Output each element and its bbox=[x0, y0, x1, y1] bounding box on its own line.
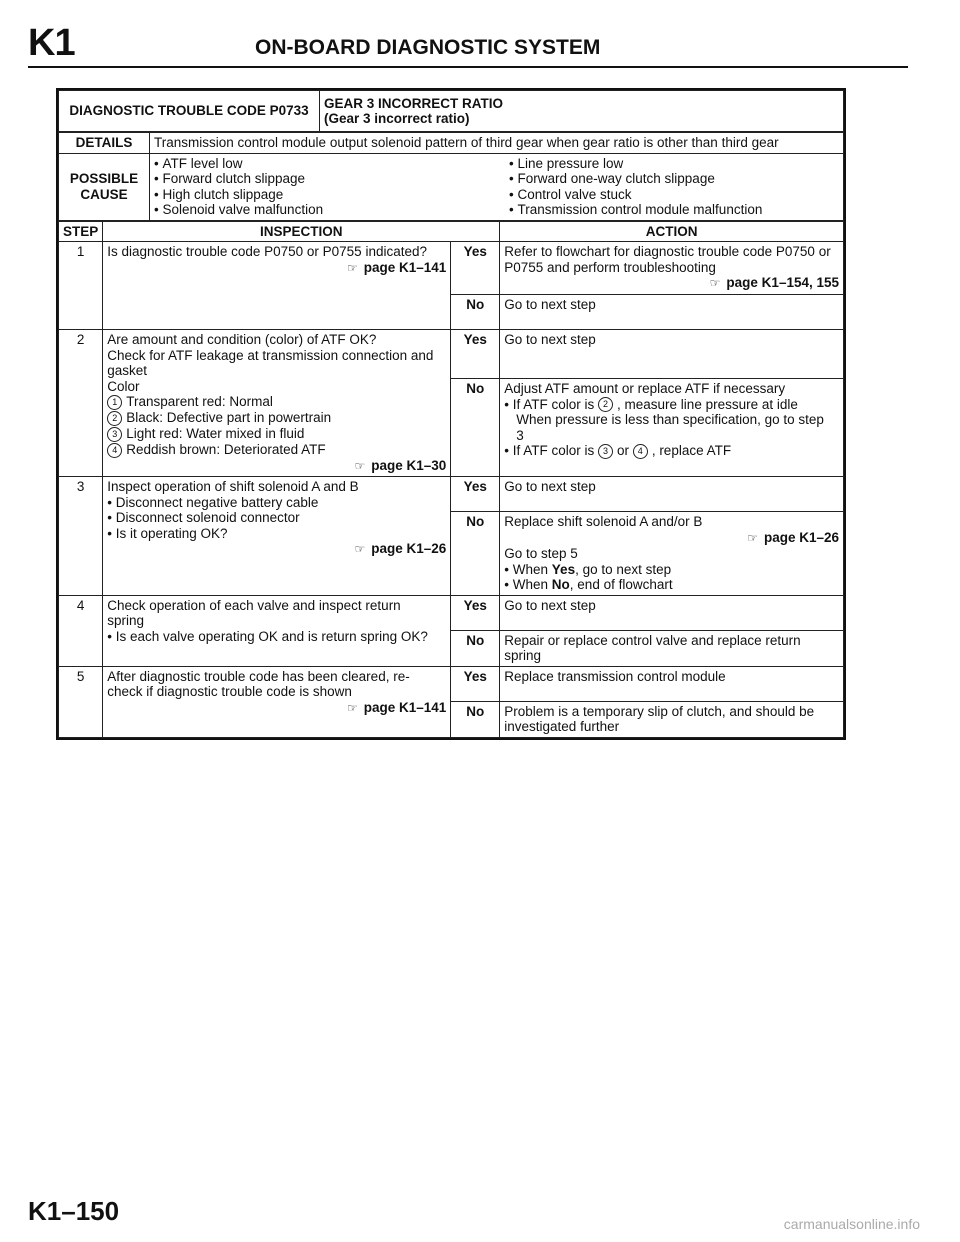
yes-action bbox=[500, 242, 844, 295]
table-row bbox=[59, 330, 844, 379]
action-text: Problem is a temporary slip of clutch, and should be bbox=[504, 703, 815, 719]
step-number: 2 bbox=[59, 330, 103, 477]
action-text: Refer to flowchart for diagnostic trouble code P0750 or bbox=[504, 244, 831, 259]
steps-table bbox=[58, 221, 844, 738]
no-label: No bbox=[451, 379, 500, 477]
circled-number: 1 bbox=[107, 395, 122, 410]
action-bullet: • If ATF color is 3 or 4 , replace ATF bbox=[504, 443, 839, 459]
header-rule bbox=[28, 66, 908, 68]
step-number: 4 bbox=[59, 595, 103, 666]
action-bullet: • When No, end of flowchart bbox=[504, 577, 839, 593]
inspection-text: Inspect operation of shift solenoid A and B bbox=[107, 479, 359, 495]
cause-item: • Solenoid valve malfunction bbox=[154, 202, 509, 218]
yes-label: Yes bbox=[451, 477, 500, 512]
action-text: P0755 and perform troubleshooting bbox=[504, 259, 716, 275]
col-action: ACTION bbox=[500, 221, 844, 242]
reference-icon: ☞ bbox=[354, 542, 366, 557]
cause-list-right bbox=[509, 156, 762, 218]
action-text: spring bbox=[504, 648, 542, 664]
reference-icon: ☞ bbox=[747, 530, 758, 545]
step-inspection bbox=[103, 330, 451, 477]
no-label: No bbox=[451, 512, 500, 596]
inspection-text: Are amount and condition (color) of ATF OK? bbox=[107, 332, 377, 347]
circled-number: 2 bbox=[598, 397, 613, 412]
cause-item: • Forward one-way clutch slippage bbox=[509, 171, 762, 187]
color-item: 1 Transparent red: Normal bbox=[107, 394, 446, 410]
yes-label: Yes bbox=[451, 595, 500, 630]
table-row bbox=[59, 477, 844, 512]
color-item: 3 Light red: Water mixed in fluid bbox=[107, 426, 446, 442]
action-text: 3 bbox=[516, 427, 524, 443]
inspection-text: gasket bbox=[107, 363, 148, 378]
reference-icon: ☞ bbox=[354, 458, 366, 473]
reference-icon: ☞ bbox=[346, 700, 358, 715]
dtc-name: GEAR 3 INCORRECT RATIO bbox=[324, 95, 504, 111]
yes-action: Go to next step bbox=[500, 477, 844, 512]
action-bullet: • If ATF color is 2 , measure line pressure at idle bbox=[504, 397, 839, 413]
inspection-bullet: • Disconnect negative battery cable bbox=[107, 495, 446, 511]
section-code: K1 bbox=[28, 22, 75, 64]
no-action bbox=[500, 512, 844, 596]
dtc-header-table bbox=[58, 90, 844, 132]
details-label: DETAILS bbox=[59, 133, 150, 154]
cause-label-line-2: CAUSE bbox=[80, 186, 128, 202]
table-row bbox=[59, 666, 844, 701]
diagnostic-table bbox=[56, 88, 846, 740]
cause-label-line-1: POSSIBLE bbox=[69, 171, 139, 186]
reference-icon: ☞ bbox=[709, 276, 721, 290]
step-number: 3 bbox=[59, 477, 103, 596]
no-label: No bbox=[451, 630, 500, 666]
action-text: Go to step 5 bbox=[504, 546, 578, 562]
dtc-label: DIAGNOSTIC TROUBLE CODE P0733 bbox=[59, 91, 320, 132]
inspection-text: Check operation of each valve and inspect return bbox=[107, 597, 401, 613]
yes-label: Yes bbox=[451, 666, 500, 701]
color-item: 4 Reddish brown: Deteriorated ATF bbox=[107, 442, 446, 458]
page-ref: ☞ page K1–141 bbox=[346, 259, 447, 275]
page-ref: ☞ page K1–30 bbox=[354, 457, 447, 473]
col-inspection: INSPECTION bbox=[103, 221, 500, 242]
watermark: carmanualsonline.info bbox=[783, 1216, 920, 1232]
cause-item: • Transmission control module malfunction bbox=[509, 202, 762, 218]
inspection-bullet: • Is it operating OK? bbox=[107, 526, 446, 542]
no-label: No bbox=[451, 701, 500, 737]
inspection-text: check if diagnostic trouble code is shown bbox=[107, 684, 352, 700]
action-bullet: • When Yes, go to next step bbox=[504, 562, 839, 578]
page-number: K1–150 bbox=[28, 1196, 120, 1226]
color-item: 2 Black: Defective part in powertrain bbox=[107, 410, 446, 426]
page-ref: ☞ page K1–26 bbox=[747, 529, 839, 545]
step-number: 5 bbox=[59, 666, 103, 737]
cause-item: • ATF level low bbox=[154, 156, 509, 172]
circled-number: 4 bbox=[633, 444, 648, 459]
page-title: ON-BOARD DIAGNOSTIC SYSTEM bbox=[255, 36, 601, 59]
circled-number: 3 bbox=[107, 427, 122, 442]
inspection-bullet: • Is each valve operating OK and is return spring OK? bbox=[107, 629, 446, 645]
circled-number: 3 bbox=[598, 444, 613, 459]
step-inspection bbox=[103, 477, 451, 596]
action-text: investigated further bbox=[504, 719, 620, 735]
page-ref: ☞ page K1–26 bbox=[354, 541, 447, 557]
inspection-text: Check for ATF leakage at transmission connection and bbox=[107, 347, 434, 363]
cause-item: • Forward clutch slippage bbox=[154, 171, 509, 187]
step-inspection bbox=[103, 242, 451, 330]
cause-list-cell bbox=[150, 153, 844, 220]
action-text: Adjust ATF amount or replace ATF if necessary bbox=[504, 381, 786, 396]
page-ref: ☞ page K1–154, 155 bbox=[709, 275, 839, 290]
inspection-text: After diagnostic trouble code has been cleared, re- bbox=[107, 668, 410, 684]
action-text: Repair or replace control valve and replace return bbox=[504, 632, 801, 648]
circled-number: 4 bbox=[107, 443, 122, 458]
yes-label: Yes bbox=[451, 242, 500, 295]
inspection-text: Is diagnostic trouble code P0750 or P0755 indicated? bbox=[107, 244, 427, 259]
circled-number: 2 bbox=[107, 411, 122, 426]
yes-action: Go to next step bbox=[500, 595, 844, 630]
cause-item: • Control valve stuck bbox=[509, 187, 762, 203]
inspection-bullet: • Disconnect solenoid connector bbox=[107, 510, 446, 526]
no-label: No bbox=[451, 295, 500, 330]
reference-icon: ☞ bbox=[346, 260, 358, 275]
table-row bbox=[59, 595, 844, 630]
no-action bbox=[500, 701, 844, 737]
cause-item: • Line pressure low bbox=[509, 156, 762, 172]
table-row bbox=[59, 242, 844, 295]
action-text: When pressure is less than specification, go to step bbox=[516, 412, 824, 428]
action-text: Replace shift solenoid A and/or B bbox=[504, 514, 703, 530]
cause-label bbox=[59, 153, 150, 220]
cause-list-left bbox=[154, 156, 509, 218]
step-number: 1 bbox=[59, 242, 103, 330]
step-inspection bbox=[103, 595, 451, 666]
details-table bbox=[58, 132, 844, 221]
inspection-text: spring bbox=[107, 613, 145, 629]
step-inspection bbox=[103, 666, 451, 737]
col-step: STEP bbox=[59, 221, 103, 242]
no-action: Go to next step bbox=[500, 295, 844, 330]
page-ref: ☞ page K1–141 bbox=[346, 699, 447, 715]
dtc-title-cell bbox=[320, 91, 844, 132]
details-text: Transmission control module output solenoid pattern of third gear when gear ratio is other than third gear bbox=[150, 133, 844, 154]
yes-action: Go to next step bbox=[500, 330, 844, 379]
yes-label: Yes bbox=[451, 330, 500, 379]
dtc-subtitle: (Gear 3 incorrect ratio) bbox=[324, 111, 470, 126]
no-action bbox=[500, 630, 844, 666]
yes-action: Replace transmission control module bbox=[500, 666, 844, 701]
inspection-text: Color bbox=[107, 378, 140, 394]
no-action bbox=[500, 379, 844, 477]
cause-item: • High clutch slippage bbox=[154, 187, 509, 203]
